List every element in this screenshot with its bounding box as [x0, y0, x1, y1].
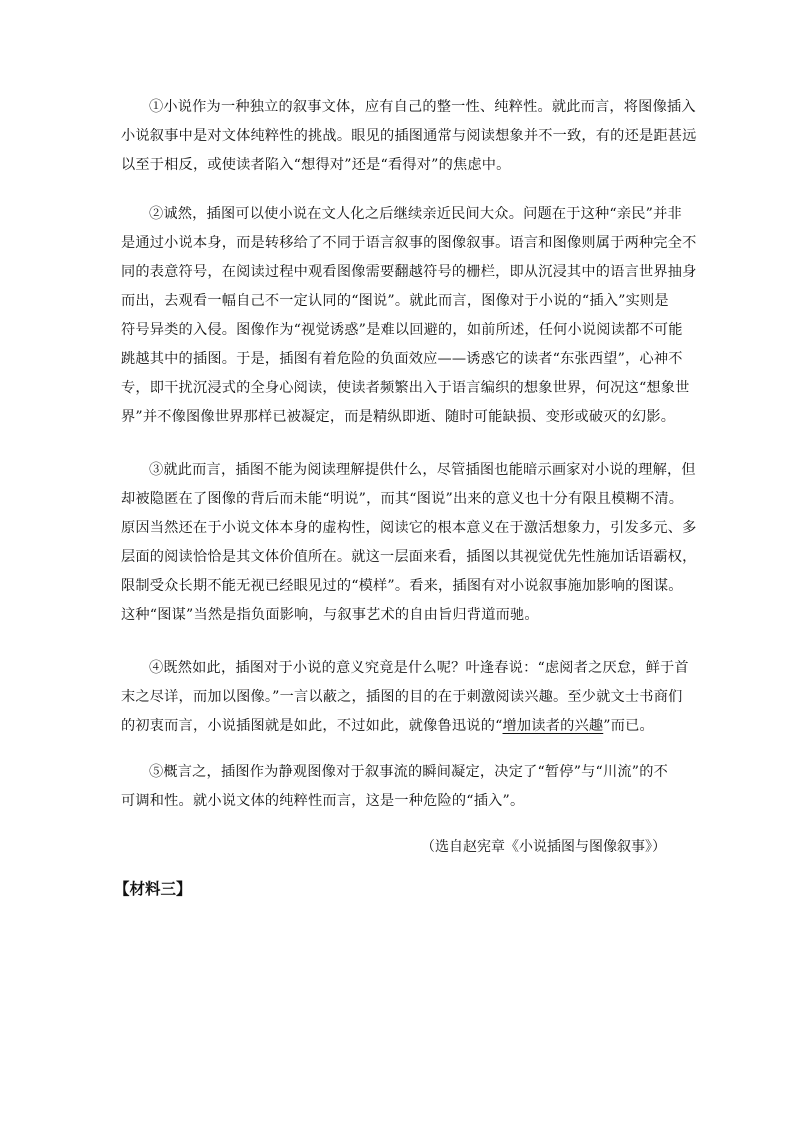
text-line-with-underline — [121, 712, 681, 741]
text-line: ④既然如此，插图对于小说的意义究竟是什么呢？叶逢春说：“虑阅者之厌怠，鲜于首 — [149, 660, 689, 676]
text-line: ⑤概言之，插图作为静观图像对于叙事流的瞬间凝定，决定了“暂停”与“川流”的不 — [149, 764, 668, 780]
text-line: 而出，去观看一幅自己不一定认同的“图说”。就此而言，图像对于小说的“插入”实则是 — [121, 293, 669, 309]
text-segment: ”而已。 — [603, 718, 654, 734]
text-segment: 的初衷而言，小说插图就是如此，不过如此，就像鲁迅说的“ — [121, 718, 503, 734]
text-line: 专，即干扰沉浸式的全身心阅读，使读者频繁出入于语言编织的想象世界，何况这“想象世 — [121, 380, 690, 396]
text-line: 却被隐匿在了图像的背后而未能“明说”，而其“图说”出来的意义也十分有限且模糊不清。 — [121, 491, 684, 507]
text-line: ①小说作为一种独立的叙事文体，应有自己的整一性、纯粹性。就此而言，将图像插入 — [149, 99, 696, 115]
text-line: 是通过小说本身，而是转移给了不同于语言叙事的图像叙事。语言和图像则属于两种完全不 — [121, 235, 697, 251]
paragraph-5 — [121, 758, 681, 816]
material-heading: 【材料三】 — [114, 880, 192, 898]
text-line: 这种“图谋”当然是指负面影响，与叙事艺术的自由旨归背道而驰。 — [121, 607, 539, 623]
text-line: 符号异类的入侵。图像作为“视觉诱惑”是难以回避的，如前所述，任何小说阅读都不可能 — [121, 322, 683, 338]
text-line: 末之尽详，而加以图像。”一言以蔽之，插图的目的在于刺激阅读兴趣。至少就文士书商们 — [121, 689, 683, 705]
paragraph-2 — [121, 200, 697, 432]
text-line: 跳越其中的插图。于是，插图有着危险的负面效应——诱惑它的读者“东张西望”，心神不 — [121, 351, 683, 367]
text-line: ②诚然，插图可以使小说在文人化之后继续亲近民间大众。问题在于这种“亲民”并非 — [149, 206, 682, 222]
text-line: 层面的阅读恰恰是其文体价值所在。就这一层面来看，插图以其视觉优先性施加话语霸权， — [121, 549, 697, 565]
text-line: 同的表意符号，在阅读过程中观看图像需要翻越符号的栅栏，即从沉浸其中的语言世界抽身 — [121, 264, 697, 280]
text-line: 限制受众长期不能无视已经眼见过的“模样”。看来，插图有对小说叙事施加影响的图谋。 — [121, 578, 683, 594]
underlined-phrase: 增加读者的兴趣 — [502, 718, 604, 734]
text-line: 小说叙事中是对文体纯粹性的挑战。眼见的插图通常与阅读想象并不一致，有的还是距甚远 — [121, 128, 697, 144]
paragraph-4 — [121, 654, 689, 741]
text-line: 以至于相反，或使读者陷入“想得对”还是“看得对”的焦虑中。 — [121, 157, 511, 173]
text-line: 界”并不像图像世界那样已被凝定，而是精纵即逝、随时可能缺损、变形或破灭的幻影。 — [121, 409, 676, 425]
text-line: ③就此而言，插图不能为阅读理解提供什么，尽管插图也能暗示画家对小说的理解，但 — [149, 462, 696, 478]
paragraph-1 — [121, 93, 697, 180]
paragraph-3 — [121, 456, 697, 630]
source-citation: （选自赵宪章《小说插图与图像叙事》） — [421, 839, 666, 855]
text-line: 可调和性。就小说文体的纯粹性而言，这是一种危险的“插入”。 — [121, 793, 525, 809]
text-line: 原因当然还在于小说文体本身的虚构性，阅读它的根本意义在于激活想象力，引发多元、多 — [121, 520, 697, 536]
